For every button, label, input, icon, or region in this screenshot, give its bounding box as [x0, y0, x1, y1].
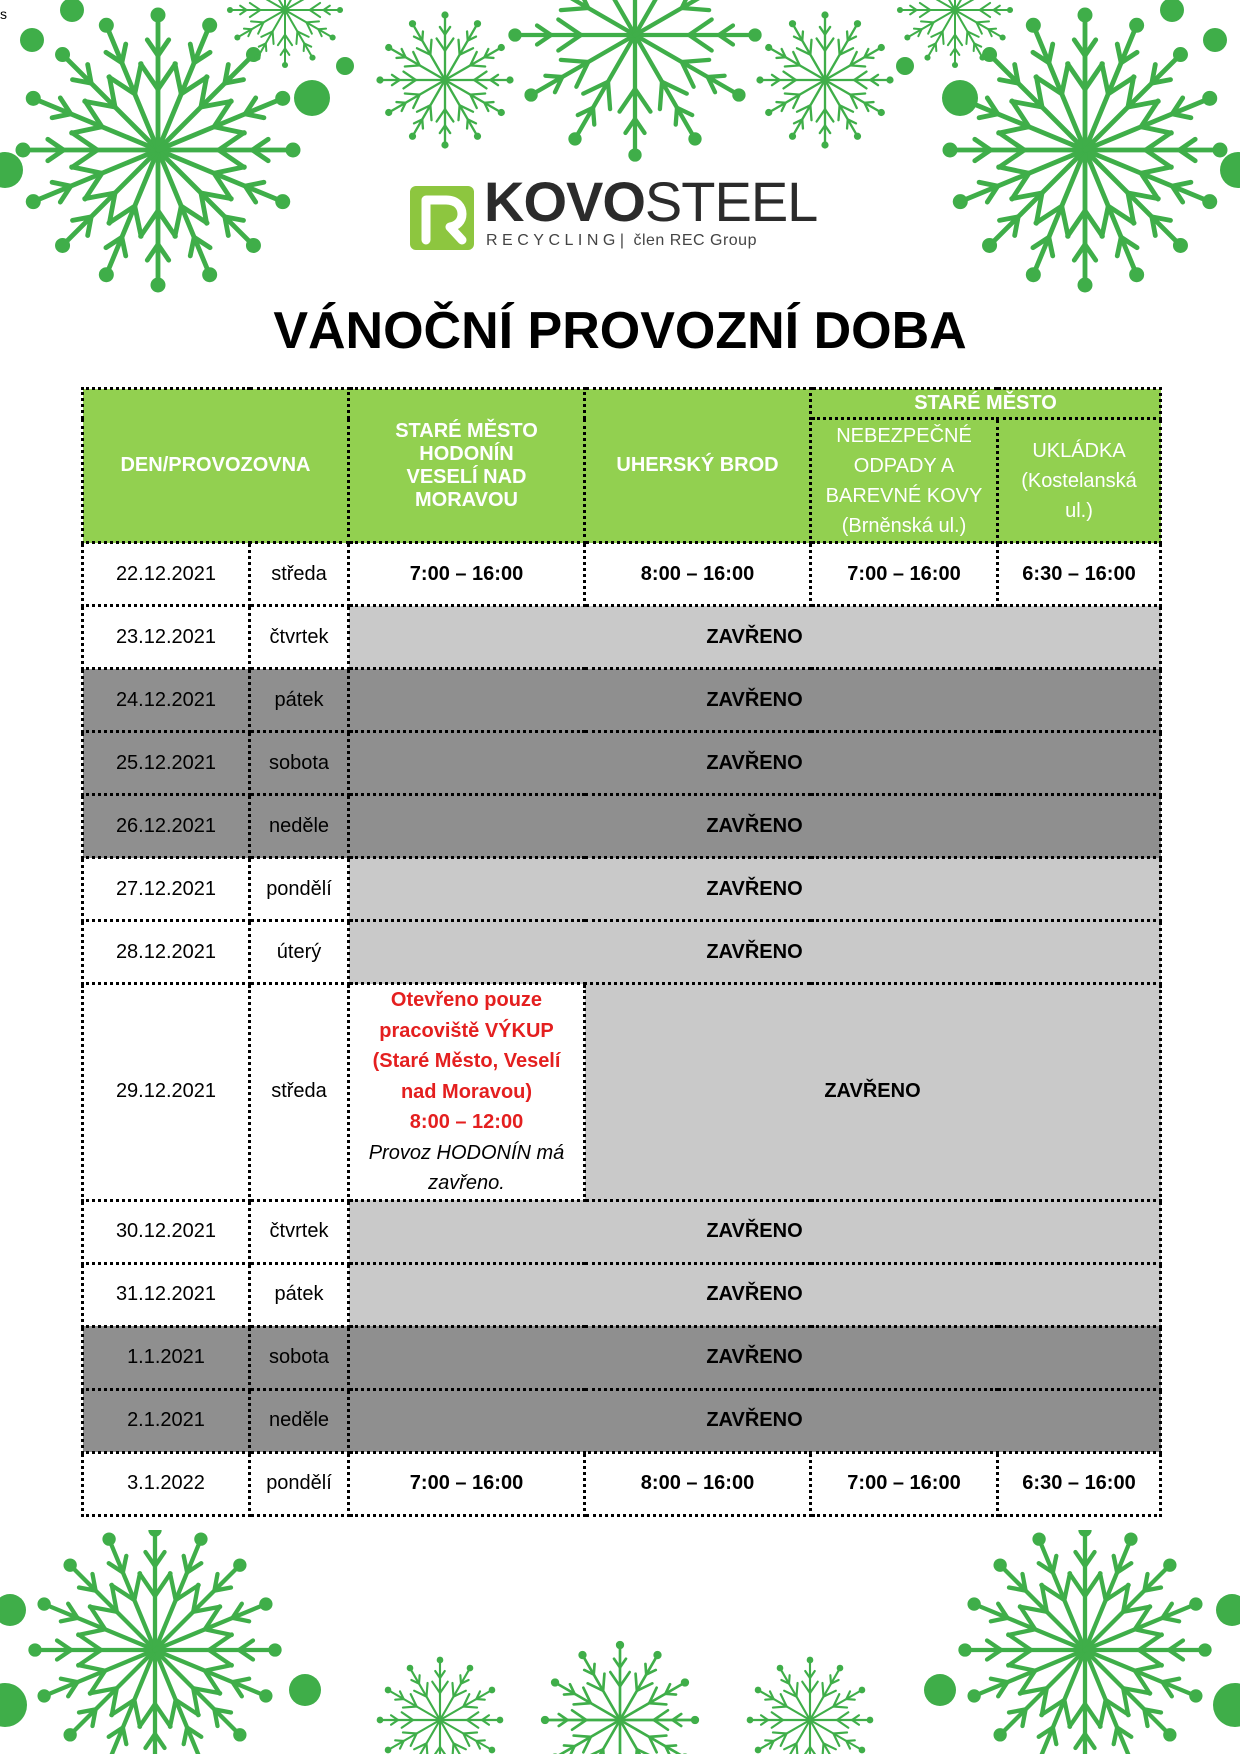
table-row — [83, 984, 1161, 1201]
header-hw-line3: BAREVNÉ KOVY — [825, 484, 983, 507]
logo-mark-icon — [410, 186, 474, 250]
logo-tagline — [486, 232, 757, 250]
table-row — [83, 669, 1161, 732]
logo-word-kovo: KOVO — [484, 170, 645, 233]
ornament-dot-icon — [942, 80, 978, 116]
row-closed: ZAVŘENO — [349, 669, 1161, 732]
table-row — [83, 1452, 1161, 1515]
special-line1: Otevřeno pouze — [390, 989, 543, 1011]
row-date: 25.12.2021 — [83, 732, 250, 795]
header-lf-line1: UKLÁDKA — [1032, 439, 1126, 462]
corner-marker: s — [0, 6, 7, 22]
row-day: sobota — [250, 732, 349, 795]
row-date: 24.12.2021 — [83, 669, 250, 732]
row-date: 3.1.2022 — [83, 1452, 250, 1515]
table-row — [83, 1263, 1161, 1326]
logo-word-steel: STEEL — [644, 170, 818, 233]
table-row — [83, 543, 1161, 606]
row-closed: ZAVŘENO — [349, 921, 1161, 984]
row-date: 2.1.2021 — [83, 1389, 250, 1452]
special-line2: pracoviště VÝKUP — [379, 1019, 554, 1042]
row-closed: ZAVŘENO — [349, 606, 1161, 669]
header-sm-line2: HODONÍN — [419, 442, 514, 465]
row-closed: ZAVŘENO — [349, 795, 1161, 858]
header-stare-mesto-hodonin-veseli — [349, 389, 585, 543]
row-date: 31.12.2021 — [83, 1263, 250, 1326]
row-time-hazardous: 7:00 – 16:00 — [811, 1452, 998, 1515]
row-time-landfill: 6:30 – 16:00 — [998, 1452, 1161, 1515]
header-landfill — [998, 419, 1161, 543]
header-hw-line2: ODPADY A — [853, 454, 955, 477]
snowflake-icon — [756, 11, 893, 148]
ornament-dot-icon — [1160, 0, 1184, 22]
table-row — [83, 921, 1161, 984]
row-date: 28.12.2021 — [83, 921, 250, 984]
header-day-location: DEN/PROVOZOVNA — [83, 389, 349, 543]
opening-hours-table — [81, 387, 1162, 1517]
header-uhersky-brod: UHERSKÝ BROD — [585, 389, 811, 543]
row-day: sobota — [250, 1326, 349, 1389]
row-day: pátek — [250, 669, 349, 732]
table-row — [83, 606, 1161, 669]
kovosteel-logo — [410, 170, 830, 255]
header-group-stare-mesto: STARÉ MĚSTO — [811, 389, 1161, 419]
snowflake-icon — [943, 8, 1228, 293]
row-date: 27.12.2021 — [83, 858, 250, 921]
header-sm-line4: MORAVOU — [415, 488, 518, 511]
row-date: 22.12.2021 — [83, 543, 250, 606]
ornament-dot-icon — [1203, 28, 1227, 52]
table-row — [83, 1389, 1161, 1452]
row-time-stare-mesto: 7:00 – 16:00 — [349, 1452, 585, 1515]
table-row — [83, 858, 1161, 921]
row-day: pátek — [250, 1263, 349, 1326]
row-day: středa — [250, 543, 349, 606]
row-date: 23.12.2021 — [83, 606, 250, 669]
ornament-dot-icon — [0, 1683, 27, 1727]
ornament-dot-icon — [0, 152, 23, 188]
header-sm-line1: STARÉ MĚSTO — [395, 419, 538, 442]
snowflake-icon — [376, 11, 513, 148]
row-time-hazardous: 7:00 – 16:00 — [811, 543, 998, 606]
ornament-dot-icon — [1220, 152, 1240, 188]
ornament-dot-icon — [896, 57, 914, 75]
snowflake-icon — [897, 0, 1013, 68]
snowflake-icon — [958, 1530, 1211, 1754]
logo-wordmark — [484, 170, 818, 233]
header-hw-line4: (Brněnská ul.) — [841, 514, 967, 537]
row-day: středa — [250, 984, 349, 1201]
snowflake-icon — [541, 1641, 699, 1754]
ornament-dot-icon — [20, 28, 44, 52]
special-hours: 8:00 – 12:00 — [409, 1111, 524, 1133]
header-lf-line3: ul.) — [1065, 499, 1093, 522]
ornament-dot-icon — [1213, 1683, 1240, 1727]
row-day: neděle — [250, 795, 349, 858]
ornament-dot-icon — [336, 57, 354, 75]
row-time-stare-mesto: 7:00 – 16:00 — [349, 543, 585, 606]
logo-tagline-right: člen REC Group — [633, 232, 757, 249]
special-note1: Provoz HODONÍN má — [368, 1141, 565, 1164]
row-date: 30.12.2021 — [83, 1200, 250, 1263]
row-day: čtvrtek — [250, 1200, 349, 1263]
snowflake-icon — [16, 8, 301, 293]
table-row — [83, 795, 1161, 858]
snowflake-icon — [747, 1657, 874, 1754]
snowflake-icon — [377, 1657, 504, 1754]
row-closed: ZAVŘENO — [349, 1263, 1161, 1326]
bottom-snowflake-decoration — [0, 1530, 1240, 1754]
row-time-uhersky-brod: 8:00 – 16:00 — [585, 1452, 811, 1515]
table-row — [83, 732, 1161, 795]
ornament-dot-icon — [1216, 1594, 1240, 1626]
row-day: pondělí — [250, 858, 349, 921]
ornament-dot-icon — [289, 1674, 321, 1706]
snowflake-icon — [28, 1530, 281, 1754]
row-day: neděle — [250, 1389, 349, 1452]
table-row — [83, 1326, 1161, 1389]
table-row — [83, 1200, 1161, 1263]
row-date: 29.12.2021 — [83, 984, 250, 1201]
special-note2: zavřeno. — [428, 1172, 505, 1194]
page-title: VÁNOČNÍ PROVOZNÍ DOBA — [273, 302, 967, 360]
row-closed: ZAVŘENO — [349, 858, 1161, 921]
row-time-landfill: 6:30 – 16:00 — [998, 543, 1161, 606]
row-date: 1.1.2021 — [83, 1326, 250, 1389]
header-hw-line1: NEBEZPEČNÉ — [836, 424, 972, 447]
row-closed: ZAVŘENO — [349, 732, 1161, 795]
logo-tagline-left: RECYCLING — [486, 232, 620, 249]
row-closed: ZAVŘENO — [349, 1389, 1161, 1452]
row-closed: ZAVŘENO — [349, 1200, 1161, 1263]
ornament-dot-icon — [60, 0, 84, 22]
special-line3: (Staré Město, Veselí — [372, 1050, 561, 1072]
row-day: pondělí — [250, 1452, 349, 1515]
row-time-uhersky-brod: 8:00 – 16:00 — [585, 543, 811, 606]
row-day: úterý — [250, 921, 349, 984]
special-line4: nad Moravou) — [400, 1080, 533, 1103]
snowflake-icon — [508, 0, 761, 162]
row-closed: ZAVŘENO — [349, 1326, 1161, 1389]
snowflake-icon — [227, 0, 343, 68]
ornament-dot-icon — [924, 1674, 956, 1706]
row-closed: ZAVŘENO — [585, 984, 1161, 1201]
top-snowflake-decoration — [0, 0, 1240, 310]
ornament-dot-icon — [294, 80, 330, 116]
logo-tagline-separator: | — [619, 232, 625, 249]
row-special-notice — [349, 984, 585, 1201]
row-date: 26.12.2021 — [83, 795, 250, 858]
header-lf-line2: (Kostelanská — [1021, 469, 1137, 492]
header-hazardous-waste — [811, 419, 998, 543]
ornament-dot-icon — [0, 1594, 26, 1626]
row-day: čtvrtek — [250, 606, 349, 669]
header-sm-line3: VESELÍ NAD — [406, 465, 527, 488]
